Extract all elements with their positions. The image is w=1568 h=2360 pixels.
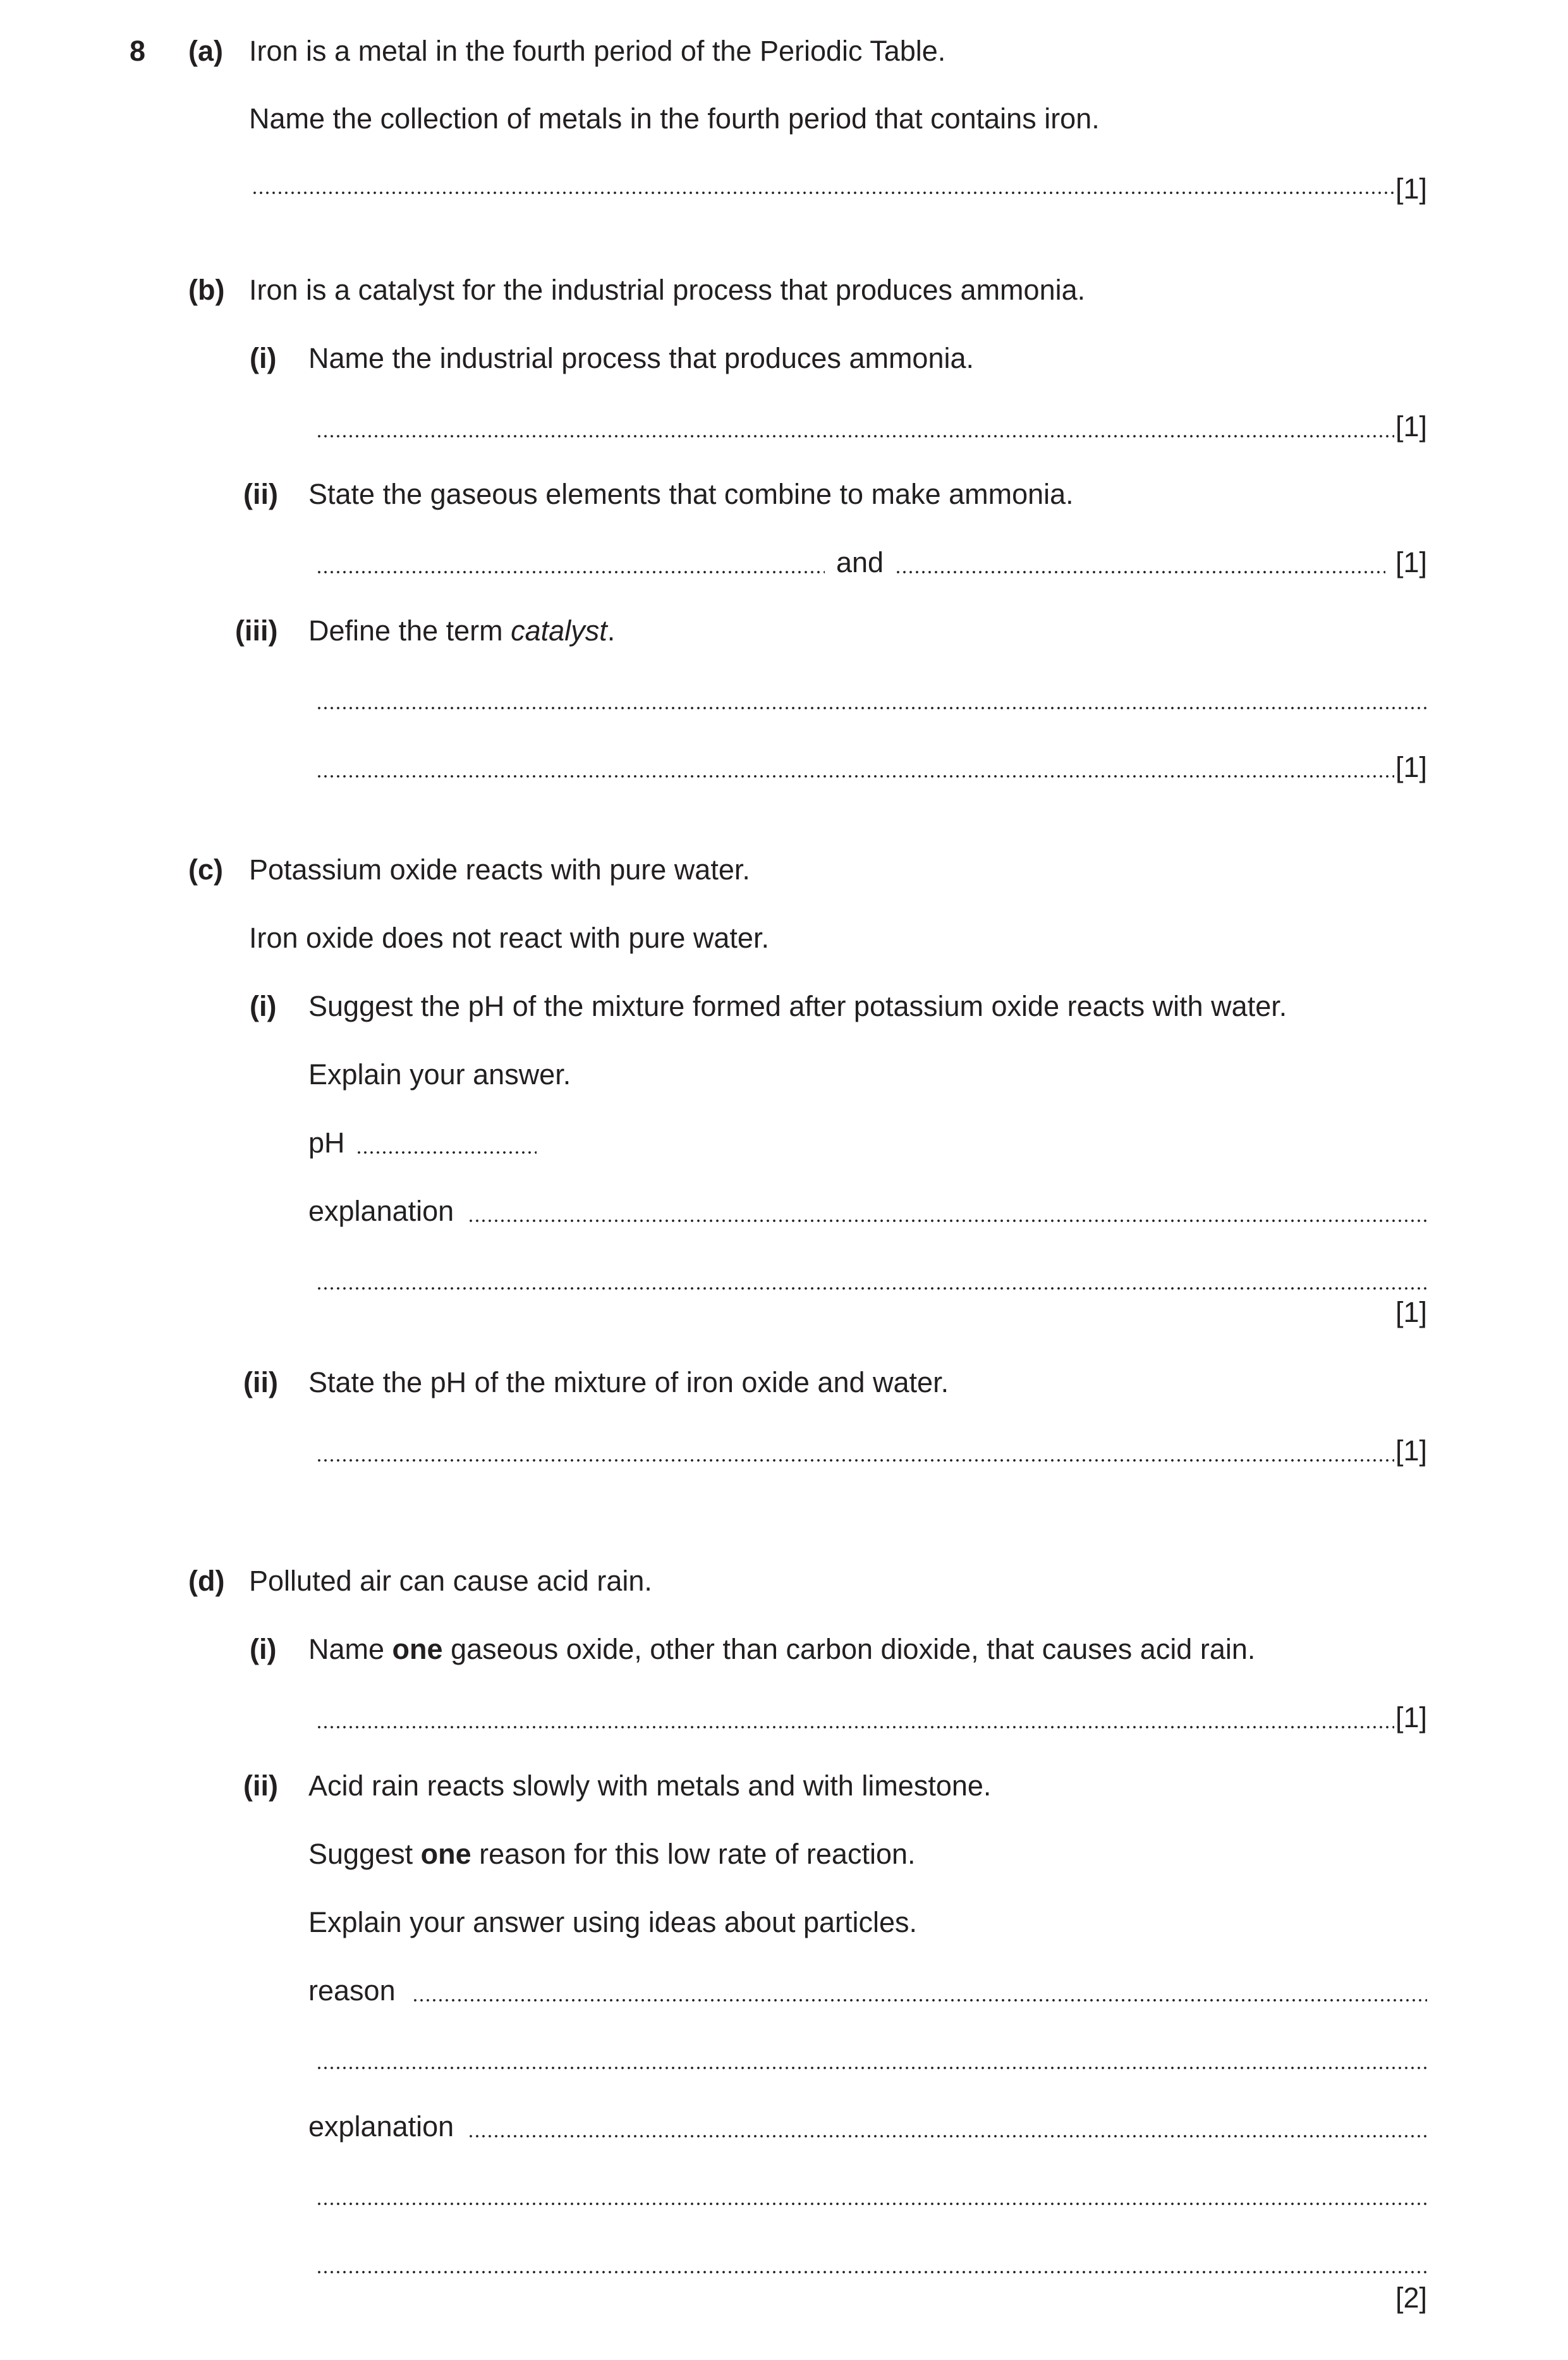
part-a-mark: [1] xyxy=(1395,173,1428,205)
part-b-ii-prompt: State the gaseous elements that combine to make ammonia. xyxy=(308,478,1074,510)
part-c-i-explanation-label: explanation xyxy=(308,1195,454,1227)
part-d-ii-reason-label: reason xyxy=(308,1974,396,2007)
question-number: 8 xyxy=(130,35,146,67)
part-d-i-mark: [1] xyxy=(1395,1701,1428,1733)
part-d-ii-instruction: Explain your answer using ideas about particles. xyxy=(308,1906,918,1938)
part-d-i-prompt: Name one gaseous oxide, other than carbon dioxide, that causes acid rain. xyxy=(308,1633,1256,1665)
part-b-ii-label: (ii) xyxy=(243,478,278,510)
part-d-ii-reason-line-2[interactable] xyxy=(316,2066,1427,2070)
part-d-ii-explanation-line-1[interactable] xyxy=(468,2134,1427,2138)
part-b-iii-mark: [1] xyxy=(1395,751,1428,783)
part-b-ii-mark: [1] xyxy=(1395,546,1428,578)
part-c-stem-1: Potassium oxide reacts with pure water. xyxy=(249,853,750,886)
part-b-ii-answer-line-2[interactable] xyxy=(895,570,1385,574)
part-d-ii-explanation-line-2[interactable] xyxy=(316,2202,1427,2206)
part-c-i-instruction: Explain your answer. xyxy=(308,1058,571,1091)
part-c-ii-prompt: State the pH of the mixture of iron oxide and water. xyxy=(308,1366,949,1398)
part-d-i-answer-line[interactable] xyxy=(316,1725,1394,1729)
part-c-stem-2: Iron oxide does not react with pure water. xyxy=(249,922,769,954)
part-c-i-explanation-line-2[interactable] xyxy=(316,1287,1427,1290)
part-c-i-prompt: Suggest the pH of the mixture formed after potassium oxide reacts with water. xyxy=(308,990,1287,1022)
part-c-ii-answer-line[interactable] xyxy=(316,1458,1394,1462)
part-b-ii-and: and xyxy=(836,546,884,578)
part-a-label: (a) xyxy=(188,35,223,67)
part-b-iii-prompt: Define the term catalyst. xyxy=(308,614,616,647)
part-a-prompt: Name the collection of metals in the fourth period that contains iron. xyxy=(249,102,1100,135)
part-d-ii-suggest: Suggest one reason for this low rate of reaction. xyxy=(308,1838,916,1870)
part-b-i-label: (i) xyxy=(250,342,277,374)
part-d-ii-prompt: Acid rain reacts slowly with metals and with limestone. xyxy=(308,1770,992,1802)
part-b-i-mark: [1] xyxy=(1395,410,1428,443)
part-a-answer-line[interactable] xyxy=(252,191,1394,195)
part-d-ii-mark: [2] xyxy=(1395,2282,1428,2314)
part-d-ii-explanation-label: explanation xyxy=(308,2110,454,2143)
part-c-ii-label: (ii) xyxy=(243,1366,278,1398)
part-c-i-ph-label: pH xyxy=(308,1127,345,1159)
part-b-ii-answer-line-1[interactable] xyxy=(316,570,825,574)
part-d-label: (d) xyxy=(188,1565,225,1597)
part-b-iii-answer-line-1[interactable] xyxy=(316,706,1427,710)
part-d-i-label: (i) xyxy=(250,1633,277,1665)
part-c-label: (c) xyxy=(188,853,223,886)
part-d-stem: Polluted air can cause acid rain. xyxy=(249,1565,652,1597)
part-d-ii-label: (ii) xyxy=(243,1770,278,1802)
part-b-i-answer-line[interactable] xyxy=(316,434,1394,438)
part-b-i-prompt: Name the industrial process that produces ammonia. xyxy=(308,342,975,374)
part-c-ii-mark: [1] xyxy=(1395,1434,1428,1467)
part-b-label: (b) xyxy=(188,274,225,306)
part-d-ii-explanation-line-3[interactable] xyxy=(316,2270,1427,2274)
part-b-iii-answer-line-2[interactable] xyxy=(316,774,1394,778)
part-b-stem: Iron is a catalyst for the industrial process that produces ammonia. xyxy=(249,274,1086,306)
part-d-ii-reason-line-1[interactable] xyxy=(412,1998,1427,2002)
part-c-i-mark: [1] xyxy=(1395,1296,1428,1328)
part-c-i-ph-answer-line[interactable] xyxy=(356,1151,537,1154)
part-c-i-label: (i) xyxy=(250,990,277,1022)
part-a-stem: Iron is a metal in the fourth period of the Periodic Table. xyxy=(249,35,946,67)
part-c-i-explanation-line-1[interactable] xyxy=(468,1219,1427,1223)
part-b-iii-label: (iii) xyxy=(235,614,278,647)
